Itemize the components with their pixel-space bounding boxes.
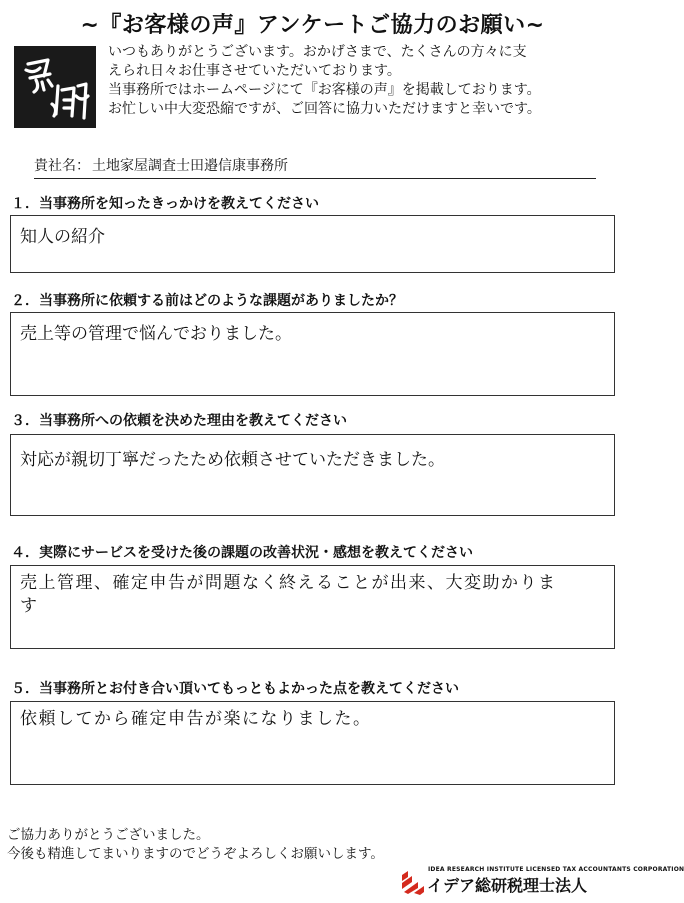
answer-5-box: 依頼してから確定申告が楽になりました。 <box>10 701 615 785</box>
intro-line: いつもありがとうございます。おかげさまで、たくさんの方々に支 <box>108 44 527 60</box>
intro-line: 当事務所ではホームページにて『お客様の声』を掲載しております。 <box>108 82 541 98</box>
company-logo <box>400 866 684 896</box>
question-4-label: ４．実際にサービスを受けた後の課題の改善状況・感想を教えてください <box>11 545 473 561</box>
question-5-label: ５．当事務所とお付き合い頂いてもっともよかった点を教えてください <box>11 681 459 697</box>
answer-1-box: 知人の紹介 <box>10 215 615 273</box>
logo-japanese-text: イデア総研税理士法人 <box>427 876 588 895</box>
question-3-label: ３．当事務所への依頼を決めた理由を教えてください <box>11 413 347 429</box>
client-name-field <box>34 156 596 179</box>
client-name-value: 土地家屋調査士田邉信康事務所 <box>92 158 288 174</box>
answer-2-box: 売上等の管理で悩んでおりました。 <box>10 312 615 396</box>
closing-line: ご協力ありがとうございました。 <box>7 827 210 843</box>
closing-line: 今後も精進してまいりますのでどうぞよろしくお願いします。 <box>7 846 384 862</box>
page-title: ~『お客様の声』アンケートご協力のお願い~ <box>80 13 545 38</box>
seal-logo <box>14 46 96 128</box>
client-name-label: 貴社名： <box>34 158 90 174</box>
intro-line: えられ日々お仕事させていただいております。 <box>108 63 401 79</box>
answer-3-box: 対応が親切丁寧だったため依頼させていただきました。 <box>10 434 615 516</box>
idea-logo-icon <box>400 869 426 895</box>
closing-text <box>7 826 384 864</box>
calligraphy-seal-icon <box>14 46 96 128</box>
intro-text <box>108 43 618 119</box>
answer-4-box: 売上管理、確定申告が問題なく終えることが出来、大変助かります <box>10 565 615 649</box>
question-1-label: １．当事務所を知ったきっかけを教えてください <box>11 196 319 212</box>
logo-english-text: IDEA RESEARCH INSTITUTE LICENSED TAX ACCOUNTANTS CORPORATION <box>428 866 684 873</box>
question-2-label: ２．当事務所に依頼する前はどのような課題がありましたか？ <box>11 293 403 309</box>
intro-line: お忙しい中大変恐縮ですが、ご回答に協力いただけますと幸いです。 <box>108 101 541 117</box>
